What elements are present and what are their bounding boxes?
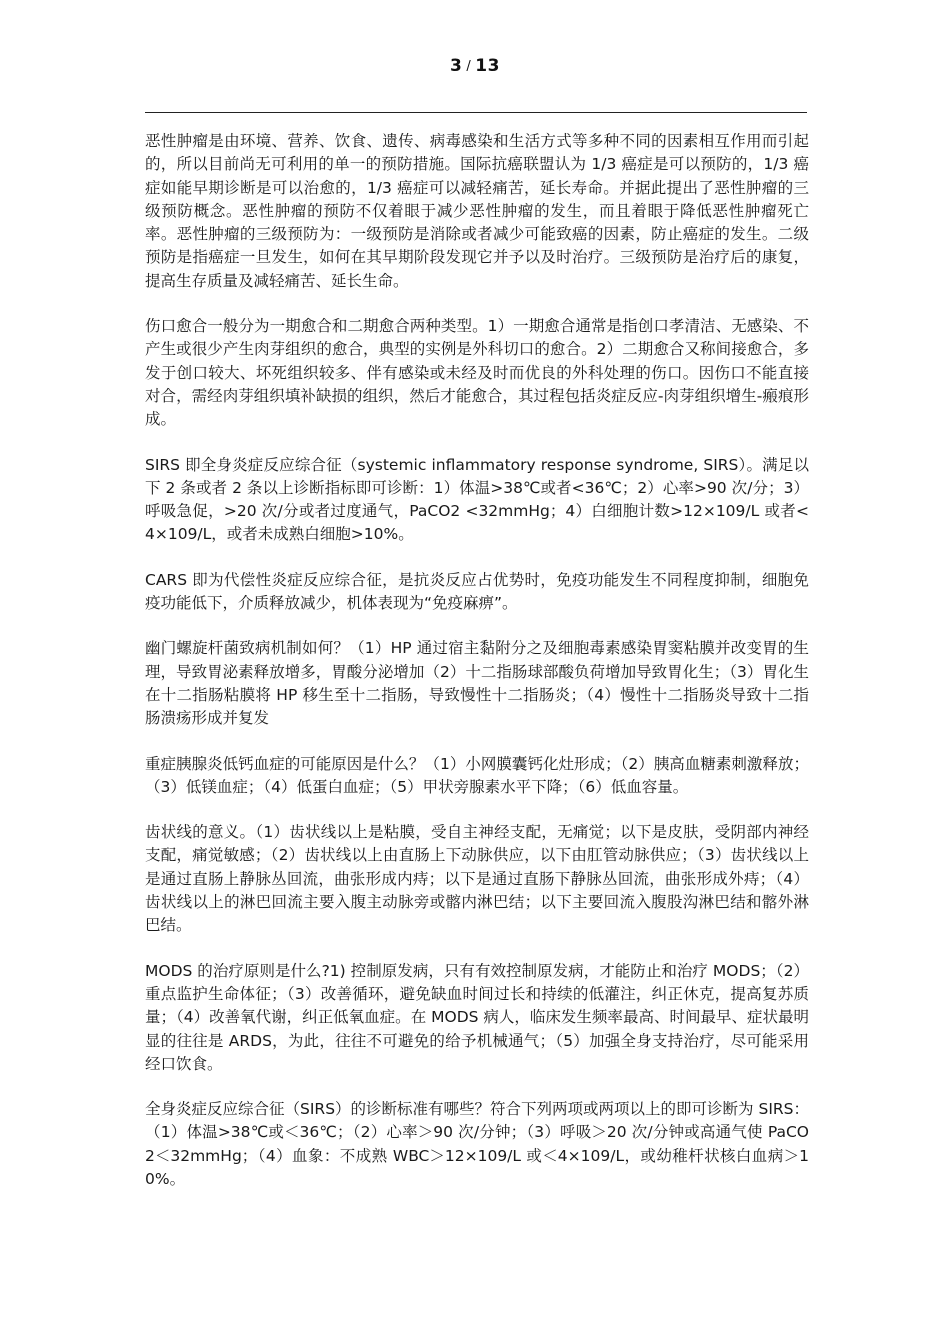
- paragraph-cars-definition: CARS 即为代偿性炎症反应综合征，是抗炎反应占优势时，免疫功能发生不同程度抑制，细胞免疫功能低下，介质释放减少，机体表现为“免疫麻痹”。: [145, 570, 809, 613]
- paragraph-dentate-line: 齿状线的意义。（1）齿状线以上是粘膜，受自主神经支配，无痛觉；以下是皮肤，受阴部内神经支配，痛觉敏感；（2）齿状线以上由直肠上下动脉供应，以下由肛管动脉供应；（3）齿状线以上是通过直肠上静脉丛回流，曲张形成内痔；以下是通过直肠下静脉丛回流，曲张形成外痔；（4）齿状线以上的淋巴回流主要入腹主动脉旁或髂内淋巴结；以下主要回流入腹股沟淋巴结和髂外淋巴结。: [145, 823, 809, 935]
- paragraph-sirs-criteria: 全身炎症反应综合征（SIRS）的诊断标准有哪些？符合下列两项或两项以上的即可诊断为 SIRS：（1）体温>38℃或＜36℃；（2）心率＞90 次/分钟；（3）呼吸＞20 次/分钟或高通气使 PaCO2＜32mmHg；（4）血象：不成熟 WBC＞12×109/L 或＜4×109/L，或幼稚杆状核白血病＞10%。: [145, 1100, 809, 1188]
- paragraph-pancreatitis-hypocalcemia: 重症胰腺炎低钙血症的可能原因是什么？（1）小网膜囊钙化灶形成；（2）胰高血糖素刺激释放；（3）低镁血症；（4）低蛋白血症；（5）甲状旁腺素水平下降；（6）低血容量。: [145, 754, 809, 796]
- page-number-header: [0, 56, 950, 76]
- page-separator: /: [466, 59, 472, 74]
- paragraph-wound-healing: 伤口愈合一般分为一期愈合和二期愈合两种类型。1）一期愈合通常是指创口孝清洁、无感染、不产生或很少产生肉芽组织的愈合，典型的实例是外科切口的愈合。2）二期愈合又称间接愈合，多发于创口较大、坏死组织较多、伴有感染或未经及时而优良的外科处理的伤口。因伤口不能直接对合，需经肉芽组织填补缺损的组织，然后才能愈合，其过程包括炎症反应-肉芽组织增生-瘢痕形成。: [145, 317, 809, 429]
- paragraph-sirs-definition: SIRS 即全身炎症反应综合征（systemic inflammatory response syndrome, SIRS）。满足以下 2 条或者 2 条以上诊断指标即可诊断：1）体温>38℃或者<36℃；2）心率>90 次/分；3）呼吸急促，>20 次/分或者过度通气，PaCO2 <32mmHg；4）白细胞计数>12×109/L 或者<4×109/L，或者未成熟白细胞>10%。: [145, 455, 809, 544]
- paragraph-tumor-prevention: 恶性肿瘤是由环境、营养、饮食、遗传、病毒感染和生活方式等多种不同的因素相互作用而引起的，所以目前尚无可利用的单一的预防措施。国际抗癌联盟认为 1/3 癌症是可以预防的，1/3 癌症如能早期诊断是可以治愈的，1/3 癌症可以减轻痛苦，延长寿命。并据此提出了恶性肿瘤的三级预防概念。恶性肿瘤的预防不仅着眼于减少恶性肿瘤的发生，而且着眼于降低恶性肿瘤死亡率。恶性肿瘤的三级预防为：一级预防是消除或者减少可能致癌的因素，防止癌症的发生。二级预防是指癌症一旦发生，如何在其早期阶段发现它并予以及时治疗。三级预防是治疗后的康复，提高生存质量及减轻痛苦、延长生命。: [145, 132, 809, 290]
- document-body: [145, 130, 809, 1213]
- paragraph-mods-treatment: MODS 的治疗原则是什么?1) 控制原发病，只有有效控制原发病，才能防止和治疗 MODS；（2）重点监护生命体征；（3）改善循环，避免缺血时间过长和持续的低灌注，纠正休克，提高复苏质量；（4）改善氧代谢，纠正低氧血症。在 MODS 病人，临床发生频率最高、时间最早、症状最明显的往往是 ARDS，为此，往往不可避免的给予机械通气；（5）加强全身支持治疗，尽可能采用经口饮食。: [145, 961, 809, 1073]
- header-divider: [145, 112, 807, 113]
- current-page-number: 3: [450, 56, 463, 76]
- total-pages-number: 13: [475, 56, 500, 76]
- paragraph-hp-mechanism: 幽门螺旋杆菌致病机制如何？（1）HP 通过宿主黏附分之及细胞毒素感染胃窦粘膜并改变胃的生理，导致胃泌素释放增多，胃酸分泌增加（2）十二指肠球部酸负荷增加导致胃化生；（3）胃化生在十二指肠粘膜将 HP 移生至十二指肠，导致慢性十二指肠炎；（4）慢性十二指肠炎导致十二指肠溃疡形成并复发: [145, 639, 809, 728]
